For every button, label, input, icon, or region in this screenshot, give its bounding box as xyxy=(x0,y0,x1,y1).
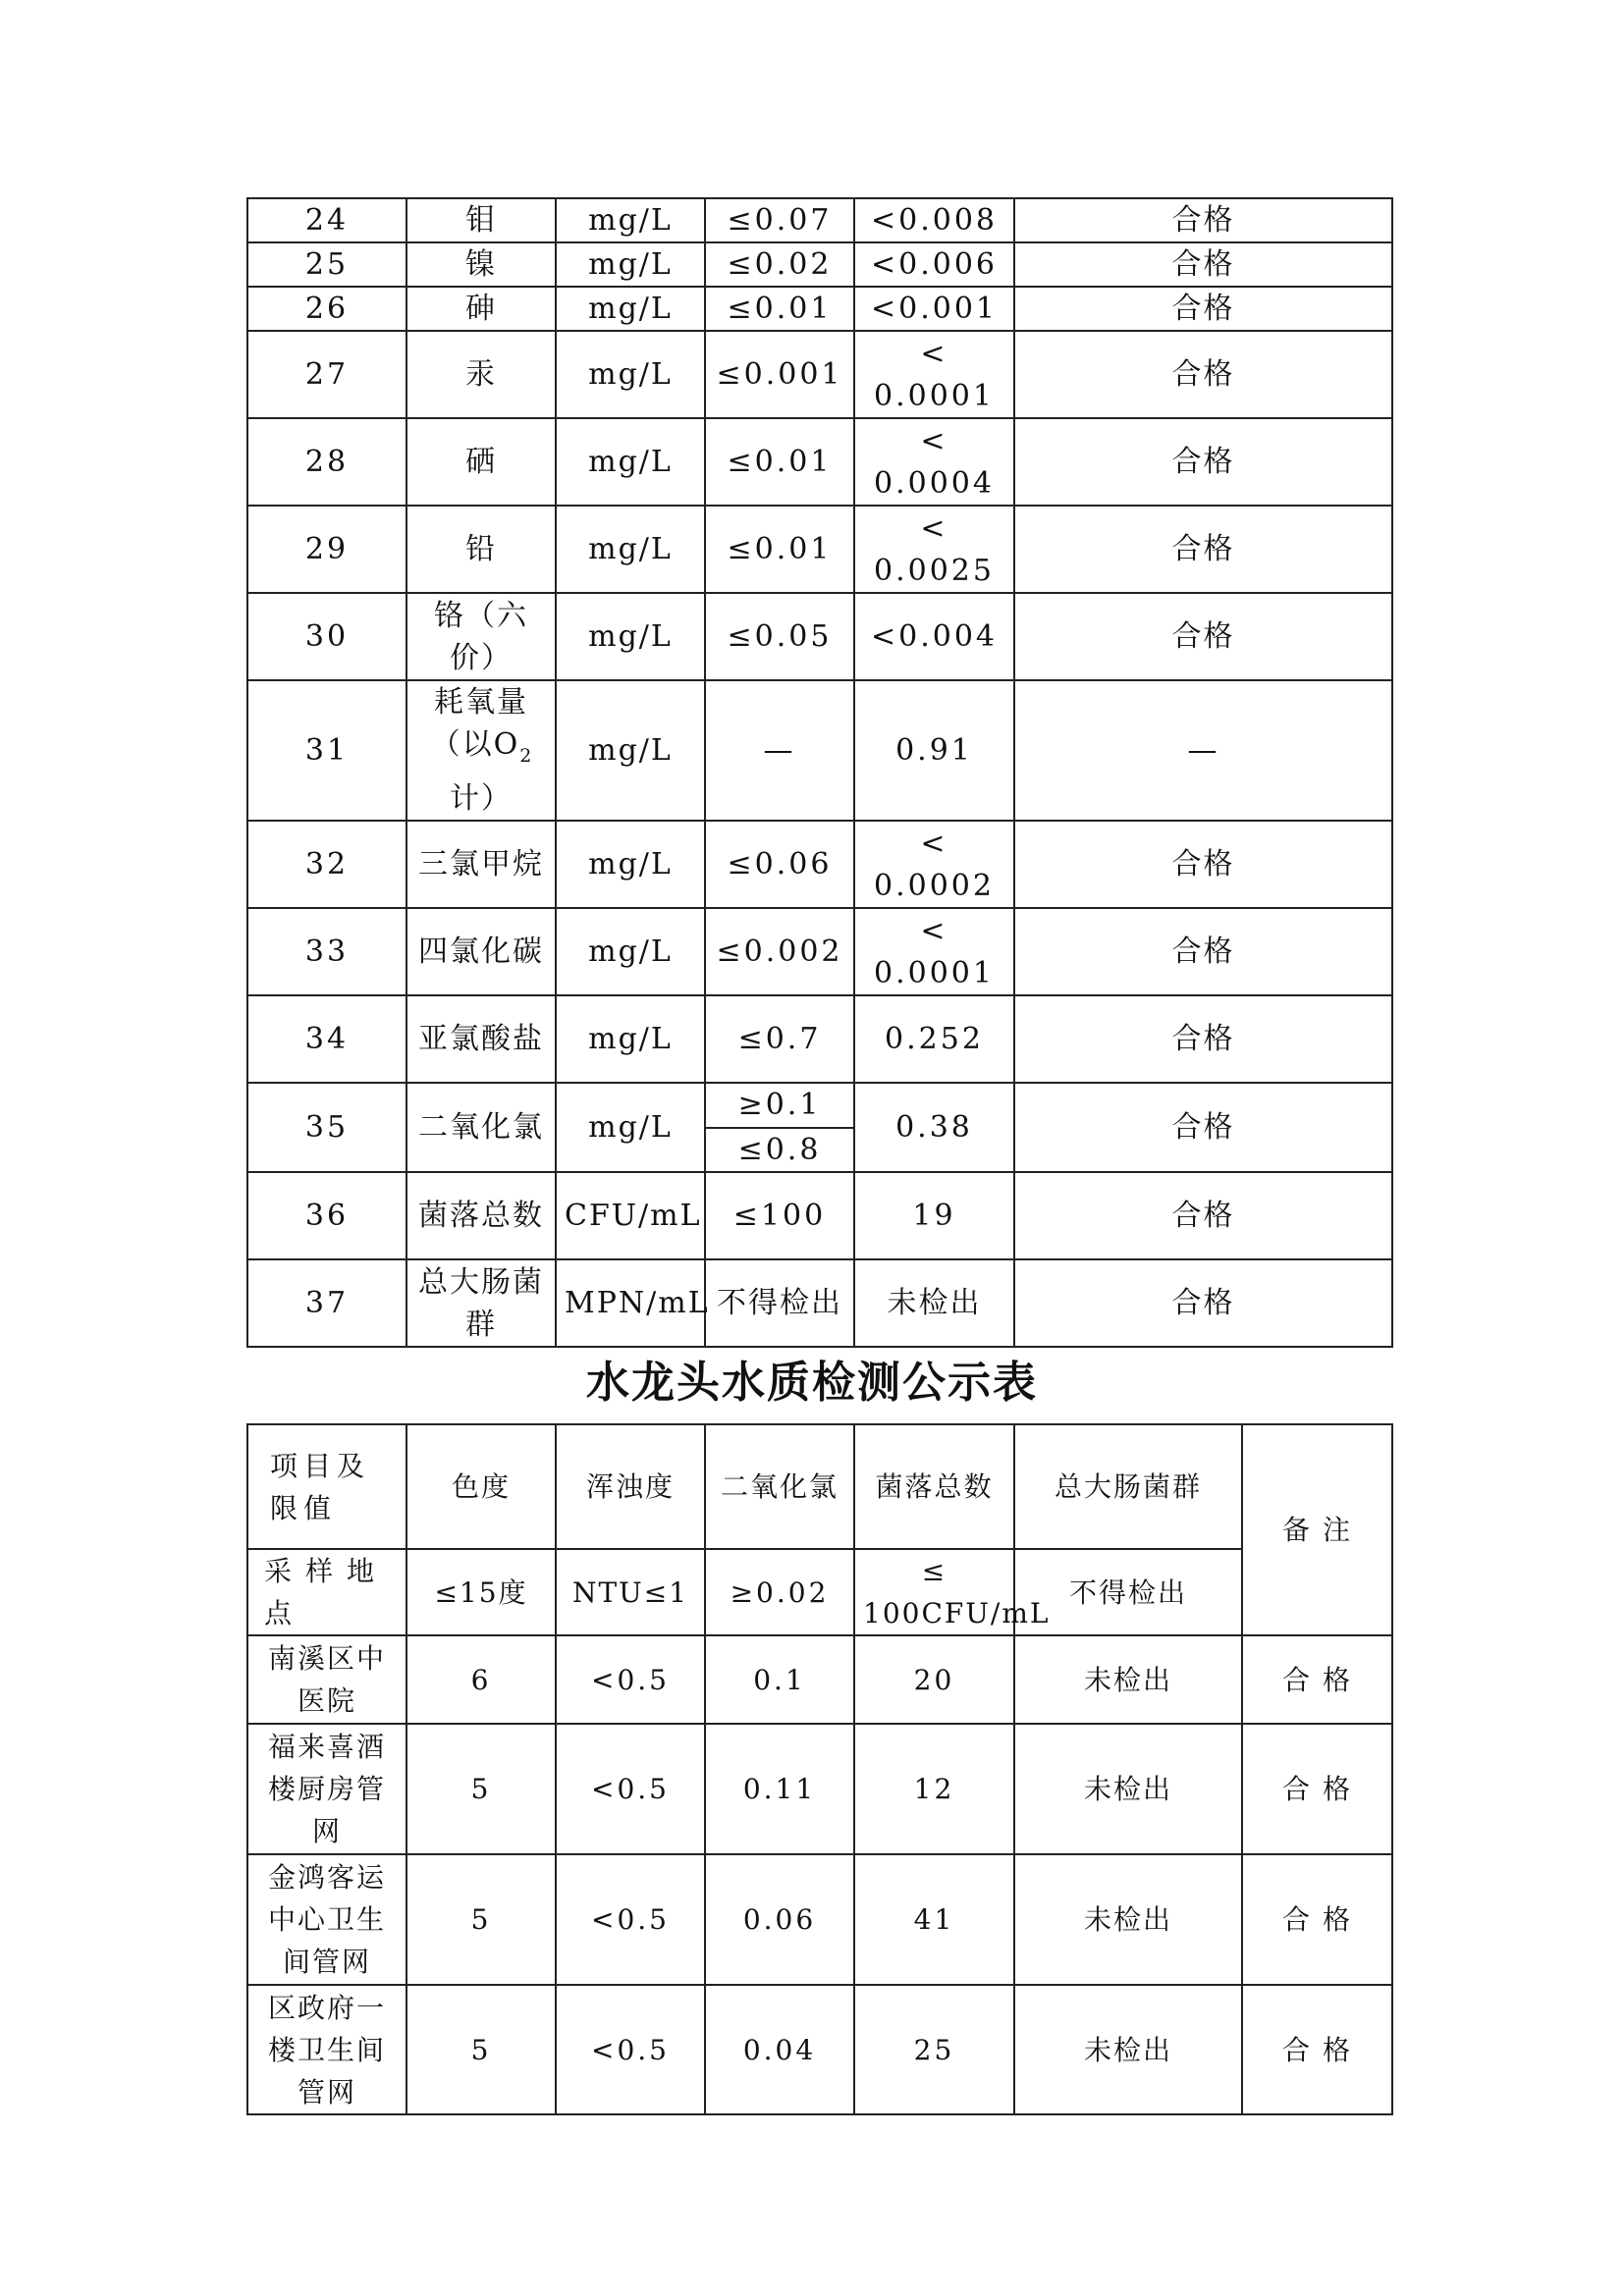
limit-cell: NTU≤1 xyxy=(556,1549,705,1635)
unit-cell: MPN/mL xyxy=(556,1259,705,1347)
water-quality-table-continued xyxy=(246,197,1393,1348)
value-cell: <0.5 xyxy=(556,1724,705,1854)
limit-cell: ≤0.01 xyxy=(705,506,854,593)
row-number: 34 xyxy=(247,995,406,1083)
limit-cell: ≤0.01 xyxy=(705,418,854,506)
table-row xyxy=(247,1083,1392,1172)
value-cell: 未检出 xyxy=(1014,1854,1242,1985)
limit-cell: ≤0.001 xyxy=(705,331,854,418)
item-name: 总大肠菌群 xyxy=(406,1259,556,1347)
table-row xyxy=(247,1259,1392,1347)
column-header: 色度 xyxy=(406,1424,556,1549)
item-name: 三氯甲烷 xyxy=(406,821,556,908)
unit-cell: mg/L xyxy=(556,908,705,995)
table-row xyxy=(247,821,1392,908)
item-name: 硒 xyxy=(406,418,556,506)
value-cell: 5 xyxy=(406,1985,556,2114)
verdict-cell: 合格 xyxy=(1014,821,1392,908)
table-row xyxy=(247,1985,1392,2114)
unit-cell: mg/L xyxy=(556,242,705,287)
table-row xyxy=(247,418,1392,506)
row-number: 32 xyxy=(247,821,406,908)
table-row xyxy=(247,995,1392,1083)
verdict-cell: 合格 xyxy=(1014,331,1392,418)
table-row xyxy=(247,680,1392,821)
item-name: 铅 xyxy=(406,506,556,593)
verdict-cell: — xyxy=(1014,680,1392,821)
table-row xyxy=(247,1172,1392,1259)
value-cell: 未检出 xyxy=(1014,1635,1242,1724)
verdict-cell: 合格 xyxy=(1014,1172,1392,1259)
item-name-text: 耗氧量（以O xyxy=(430,685,528,762)
item-name: 二氧化氯 xyxy=(406,1083,556,1172)
table-row xyxy=(247,242,1392,287)
unit-cell: mg/L xyxy=(556,198,705,242)
unit-cell: mg/L xyxy=(556,1083,705,1172)
value-cell: 0.04 xyxy=(705,1985,854,2114)
verdict-cell: 合格 xyxy=(1014,506,1392,593)
limit-cell: ≤0.05 xyxy=(705,593,854,680)
limit-cell: ≤0.02 xyxy=(705,242,854,287)
limit-cell: ≤0.06 xyxy=(705,821,854,908)
result-cell: <0.001 xyxy=(854,287,1014,331)
table-row xyxy=(247,1724,1392,1854)
value-cell: 20 xyxy=(854,1635,1014,1724)
result-cell: <0.006 xyxy=(854,242,1014,287)
value-cell: 未检出 xyxy=(1014,1724,1242,1854)
result-cell: 0.38 xyxy=(854,1083,1014,1172)
limit-cell: ≤0.7 xyxy=(705,995,854,1083)
verdict-cell: 合格 xyxy=(1014,908,1392,995)
limit-cell: ≤ 100CFU/mL xyxy=(854,1549,1014,1635)
row-number: 37 xyxy=(247,1259,406,1347)
row-number: 24 xyxy=(247,198,406,242)
limit-cell: ≤0.002 xyxy=(705,908,854,995)
value-cell: 5 xyxy=(406,1854,556,1985)
site-cell: 区政府一楼卫生间管网 xyxy=(247,1985,406,2114)
value-cell: <0.5 xyxy=(556,1985,705,2114)
result-cell: 0.252 xyxy=(854,995,1014,1083)
corner-header-bottom: 采样地点 xyxy=(247,1549,406,1635)
verdict-cell: 合格 xyxy=(1014,995,1392,1083)
verdict-cell: 合格 xyxy=(1014,198,1392,242)
verdict-cell: 合格 xyxy=(1014,593,1392,680)
unit-cell: mg/L xyxy=(556,821,705,908)
unit-cell: mg/L xyxy=(556,418,705,506)
unit-cell: mg/L xyxy=(556,506,705,593)
result-cell: <0.008 xyxy=(854,198,1014,242)
row-number: 33 xyxy=(247,908,406,995)
remark-header: 备 注 xyxy=(1242,1424,1392,1635)
unit-cell: mg/L xyxy=(556,995,705,1083)
limit-lower: ≤0.8 xyxy=(737,1132,822,1167)
table-row xyxy=(247,1854,1392,1985)
limit-cell: ≥0.02 xyxy=(705,1549,854,1635)
result-cell: < 0.0001 xyxy=(854,331,1014,418)
item-name: 铬（六价） xyxy=(406,593,556,680)
value-cell: 0.11 xyxy=(705,1724,854,1854)
result-cell: 19 xyxy=(854,1172,1014,1259)
item-name-suffix: 计） xyxy=(450,781,513,816)
value-cell: 0.06 xyxy=(705,1854,854,1985)
header-row xyxy=(247,1424,1392,1549)
item-name: 汞 xyxy=(406,331,556,418)
remark-cell: 合 格 xyxy=(1242,1724,1392,1854)
row-number: 25 xyxy=(247,242,406,287)
column-header: 总大肠菌群 xyxy=(1014,1424,1242,1549)
row-number: 35 xyxy=(247,1083,406,1172)
value-cell: 25 xyxy=(854,1985,1014,2114)
unit-cell: CFU/mL xyxy=(556,1172,705,1259)
table-row xyxy=(247,908,1392,995)
tap-water-quality-table xyxy=(246,1423,1393,2115)
verdict-cell: 合格 xyxy=(1014,1259,1392,1347)
row-number: 36 xyxy=(247,1172,406,1259)
row-number: 27 xyxy=(247,331,406,418)
limit-cell: ≤0.07 xyxy=(705,198,854,242)
remark-cell: 合 格 xyxy=(1242,1985,1392,2114)
row-number: 26 xyxy=(247,287,406,331)
site-cell: 南溪区中医院 xyxy=(247,1635,406,1724)
verdict-cell: 合格 xyxy=(1014,418,1392,506)
limit-cell: 不得检出 xyxy=(1014,1549,1242,1635)
site-cell: 金鸿客运中心卫生间管网 xyxy=(247,1854,406,1985)
column-header: 菌落总数 xyxy=(854,1424,1014,1549)
result-cell: < 0.0004 xyxy=(854,418,1014,506)
result-cell: 0.91 xyxy=(854,680,1014,821)
item-name xyxy=(406,680,556,821)
column-header: 浑浊度 xyxy=(556,1424,705,1549)
result-cell: 未检出 xyxy=(854,1259,1014,1347)
item-name: 亚氯酸盐 xyxy=(406,995,556,1083)
verdict-cell: 合格 xyxy=(1014,242,1392,287)
limit-cell-split xyxy=(705,1083,854,1172)
result-cell: < 0.0001 xyxy=(854,908,1014,995)
limit-cell: 不得检出 xyxy=(705,1259,854,1347)
section-title: 水龙头水质检测公示表 xyxy=(586,1358,1038,1408)
item-name: 镍 xyxy=(406,242,556,287)
value-cell: <0.5 xyxy=(556,1635,705,1724)
value-cell: 0.1 xyxy=(705,1635,854,1724)
row-number: 30 xyxy=(247,593,406,680)
item-name: 四氯化碳 xyxy=(406,908,556,995)
unit-cell: mg/L xyxy=(556,593,705,680)
value-cell: 未检出 xyxy=(1014,1985,1242,2114)
site-cell: 福来喜酒楼厨房管网 xyxy=(247,1724,406,1854)
value-cell: 6 xyxy=(406,1635,556,1724)
item-name: 砷 xyxy=(406,287,556,331)
table-row xyxy=(247,331,1392,418)
table-row xyxy=(247,198,1392,242)
result-cell: <0.004 xyxy=(854,593,1014,680)
verdict-cell: 合格 xyxy=(1014,287,1392,331)
verdict-cell: 合格 xyxy=(1014,1083,1392,1172)
unit-cell: mg/L xyxy=(556,331,705,418)
limit-upper: ≥0.1 xyxy=(706,1084,853,1129)
value-cell: 41 xyxy=(854,1854,1014,1985)
unit-cell: mg/L xyxy=(556,680,705,821)
value-cell: 5 xyxy=(406,1724,556,1854)
limits-row xyxy=(247,1549,1392,1635)
value-cell: 12 xyxy=(854,1724,1014,1854)
row-number: 29 xyxy=(247,506,406,593)
result-cell: < 0.0025 xyxy=(854,506,1014,593)
remark-cell: 合 格 xyxy=(1242,1635,1392,1724)
corner-header-top: 项目及限值 xyxy=(247,1424,406,1549)
value-cell: <0.5 xyxy=(556,1854,705,1985)
item-name: 钼 xyxy=(406,198,556,242)
subscript: 2 xyxy=(519,745,532,767)
limit-cell: ≤0.01 xyxy=(705,287,854,331)
result-cell: < 0.0002 xyxy=(854,821,1014,908)
limit-cell: — xyxy=(705,680,854,821)
limit-cell: ≤15度 xyxy=(406,1549,556,1635)
row-number: 28 xyxy=(247,418,406,506)
item-name: 菌落总数 xyxy=(406,1172,556,1259)
column-header: 二氧化氯 xyxy=(705,1424,854,1549)
table-row xyxy=(247,1635,1392,1724)
limit-cell: ≤100 xyxy=(705,1172,854,1259)
remark-cell: 合 格 xyxy=(1242,1854,1392,1985)
row-number: 31 xyxy=(247,680,406,821)
table-row xyxy=(247,506,1392,593)
table-row xyxy=(247,287,1392,331)
unit-cell: mg/L xyxy=(556,287,705,331)
table-row xyxy=(247,593,1392,680)
